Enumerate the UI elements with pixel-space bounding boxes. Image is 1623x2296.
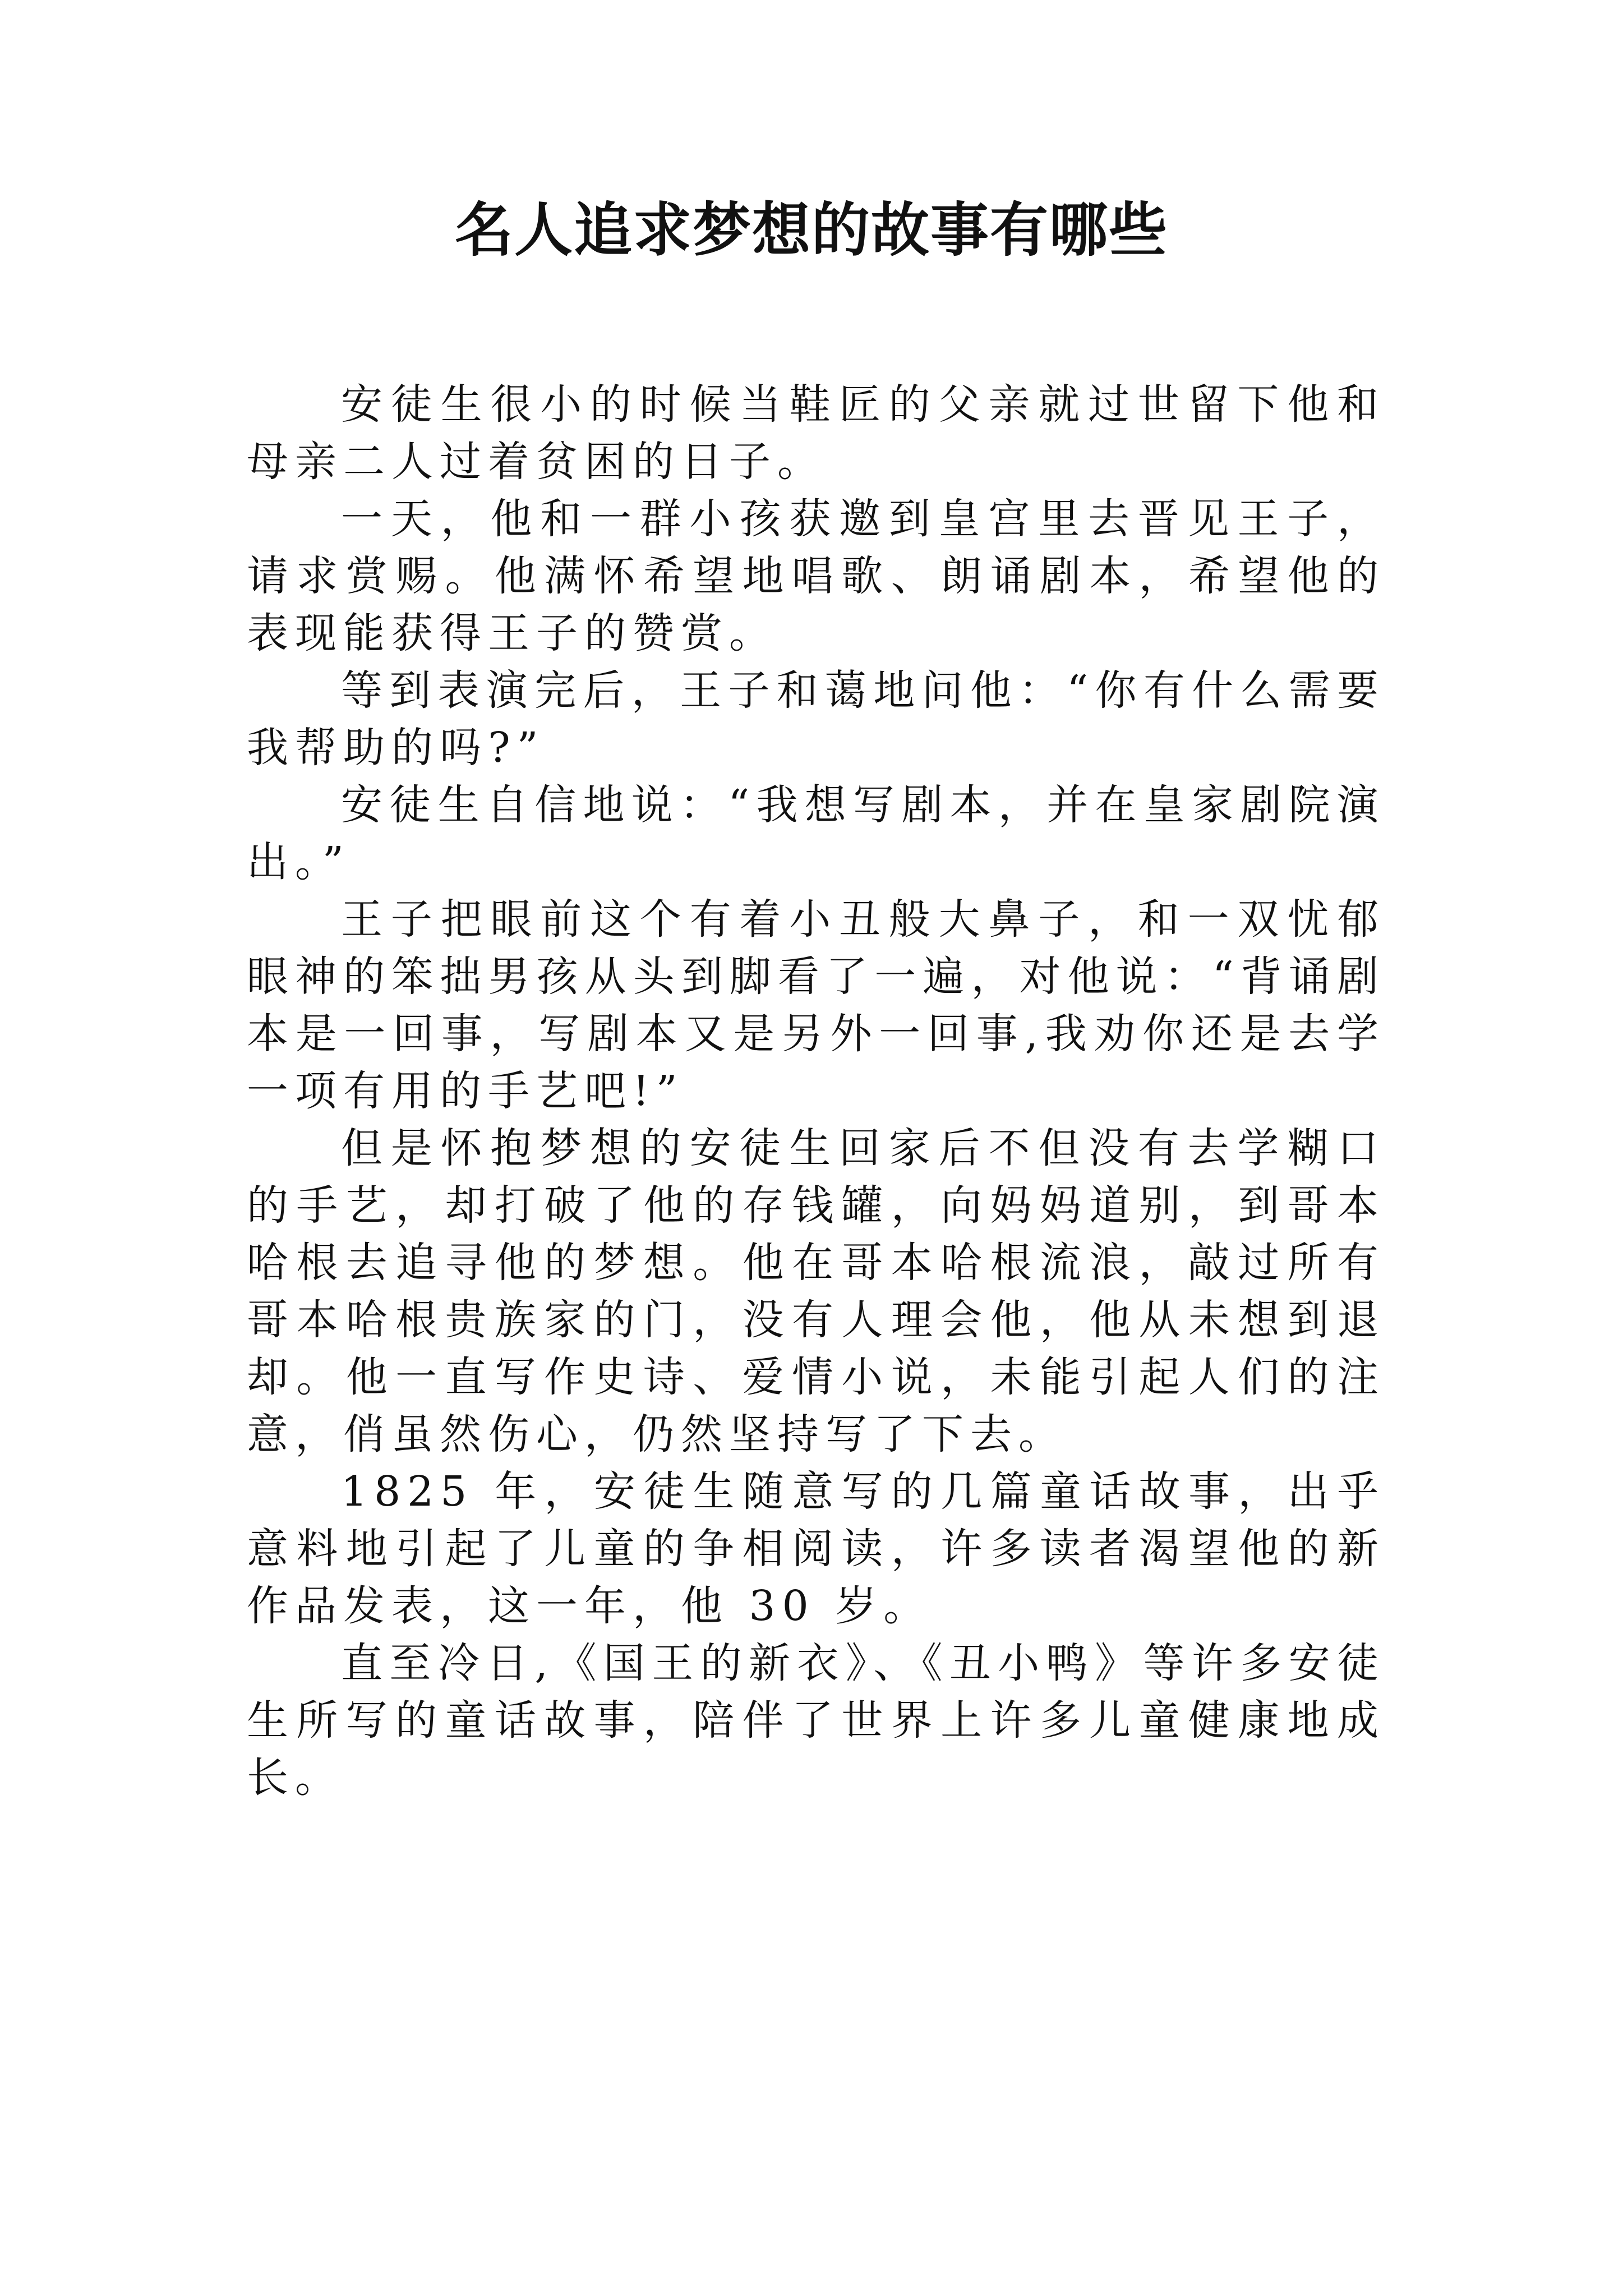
paragraph-6: 但是怀抱梦想的安徒生回家后不但没有去学糊口的手艺，却打破了他的存钱罐，向妈妈道别，到哥本哈根去追寻他的梦想。他在哥本哈根流浪，敲过所有哥本哈根贵族家的门，没有人理会他，他从未想到退却。他一直写作史诗、爱情小说，未能引起人们的注意，俏虽然伤心，仍然坚持写了下去。 bbox=[247, 1124, 1385, 1458]
paragraph-8: 直至冷日,《国王的新衣》、《丑小鸭》等许多安徒生所写的童话故事，陪伴了世界上许多儿童健康地成长。 bbox=[247, 1639, 1385, 1802]
paragraph-7: 1825 年，安徒生随意写的几篇童话故事，出乎意料地引起了儿童的争相阅读，许多读者渴望他的新作品发表，这一年，他 30 岁。 bbox=[247, 1467, 1385, 1630]
paragraph-1: 安徒生很小的时候当鞋匠的父亲就过世留下他和母亲二人过着贫困的日子。 bbox=[247, 380, 1385, 486]
paragraph-2: 一天，他和一群小孩获邀到皇宫里去晋见王子，请求赏赐。他满怀希望地唱歌、朗诵剧本，希望他的表现能获得王子的赞赏。 bbox=[247, 495, 1385, 657]
paragraph-3: 等到表演完后，王子和蔼地问他：“你有什么需要我帮助的吗?” bbox=[247, 666, 1385, 772]
paragraph-4: 安徒生自信地说：“我想写剧本，并在皇家剧院演出。” bbox=[247, 781, 1385, 886]
document-body bbox=[247, 376, 1385, 1806]
document-title: 名人追求梦想的故事有哪些 bbox=[454, 196, 1168, 264]
paragraph-5: 王子把眼前这个有着小丑般大鼻子，和一双忧郁眼神的笨拙男孩从头到脚看了一遍，对他说：“背诵剧本是一回事，写剧本又是另外一回事,我劝你还是去学一项有用的手艺吧!” bbox=[247, 895, 1385, 1115]
